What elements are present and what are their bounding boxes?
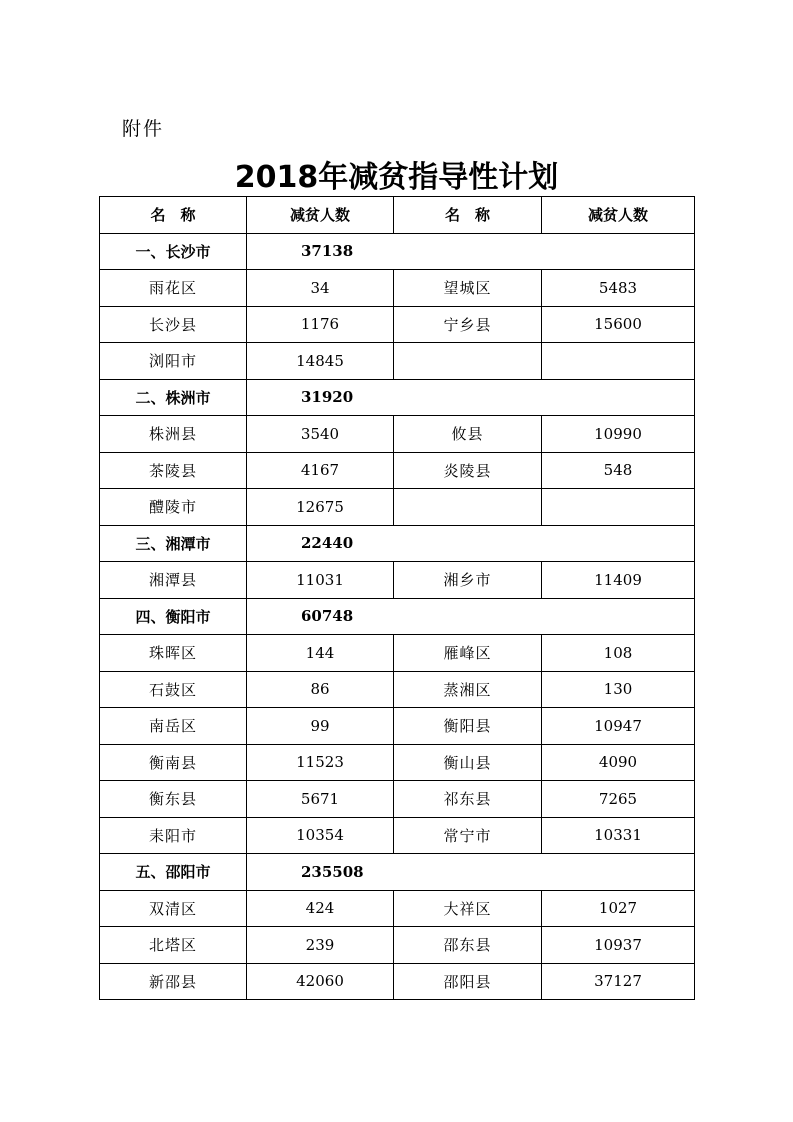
table-row: [100, 343, 695, 380]
county-name: 湘乡市: [394, 562, 542, 599]
county-count: 14845: [247, 343, 394, 380]
county-count: 15600: [542, 306, 695, 343]
table-row: [100, 562, 695, 599]
city-name: 二、株洲市: [100, 379, 247, 416]
city-total: 22440: [247, 525, 695, 562]
county-name: 双清区: [100, 890, 247, 927]
city-total: 37138: [247, 233, 695, 270]
city-total: 235508: [247, 854, 695, 891]
county-name: 新邵县: [100, 963, 247, 1000]
county-name: 炎陵县: [394, 452, 542, 489]
county-count: 5671: [247, 781, 394, 818]
city-row: [100, 854, 695, 891]
county-count: 37127: [542, 963, 695, 1000]
county-count: 11031: [247, 562, 394, 599]
poverty-reduction-table: [99, 196, 695, 1000]
county-name: 雨花区: [100, 270, 247, 307]
county-name: 望城区: [394, 270, 542, 307]
county-name: 常宁市: [394, 817, 542, 854]
county-name: 石鼓区: [100, 671, 247, 708]
county-count: [542, 343, 695, 380]
county-name: 祁东县: [394, 781, 542, 818]
table-row: [100, 708, 695, 745]
table-row: [100, 270, 695, 307]
table-row: [100, 781, 695, 818]
county-count: 3540: [247, 416, 394, 453]
county-count: 130: [542, 671, 695, 708]
county-count: 1176: [247, 306, 394, 343]
county-name: 衡南县: [100, 744, 247, 781]
city-row: [100, 379, 695, 416]
city-name: 三、湘潭市: [100, 525, 247, 562]
header-count-2: 减贫人数: [542, 197, 695, 234]
county-name: 蒸湘区: [394, 671, 542, 708]
county-count: 11523: [247, 744, 394, 781]
page-title: 2018年减贫指导性计划: [234, 160, 559, 195]
header-count-1: 减贫人数: [247, 197, 394, 234]
county-name: 邵阳县: [394, 963, 542, 1000]
county-count: 99: [247, 708, 394, 745]
table-row: [100, 306, 695, 343]
table-row: [100, 416, 695, 453]
county-count: 108: [542, 635, 695, 672]
county-name: 茶陵县: [100, 452, 247, 489]
county-name: 攸县: [394, 416, 542, 453]
county-name: 衡山县: [394, 744, 542, 781]
county-count: 548: [542, 452, 695, 489]
county-name: [394, 489, 542, 526]
table-row: [100, 452, 695, 489]
city-total: 31920: [247, 379, 695, 416]
table-body: [100, 197, 695, 1000]
county-name: 浏阳市: [100, 343, 247, 380]
table-row: [100, 635, 695, 672]
county-count: 12675: [247, 489, 394, 526]
table-row: [100, 963, 695, 1000]
county-count: 11409: [542, 562, 695, 599]
city-row: [100, 598, 695, 635]
table-row: [100, 890, 695, 927]
county-name: 宁乡县: [394, 306, 542, 343]
county-count: 1027: [542, 890, 695, 927]
county-name: 醴陵市: [100, 489, 247, 526]
county-count: 239: [247, 927, 394, 964]
attachment-label: 附件: [122, 118, 165, 140]
county-count: 10937: [542, 927, 695, 964]
county-count: 10947: [542, 708, 695, 745]
county-name: 衡阳县: [394, 708, 542, 745]
county-count: 424: [247, 890, 394, 927]
county-count: 10354: [247, 817, 394, 854]
table-header-row: [100, 197, 695, 234]
county-name: [394, 343, 542, 380]
table-row: [100, 744, 695, 781]
city-name: 四、衡阳市: [100, 598, 247, 635]
header-name-1: 名 称: [100, 197, 247, 234]
header-name-2: 名 称: [394, 197, 542, 234]
county-name: 衡东县: [100, 781, 247, 818]
county-name: 耒阳市: [100, 817, 247, 854]
county-name: 长沙县: [100, 306, 247, 343]
table-row: [100, 817, 695, 854]
county-name: 南岳区: [100, 708, 247, 745]
county-count: 4090: [542, 744, 695, 781]
county-count: 86: [247, 671, 394, 708]
county-count: 5483: [542, 270, 695, 307]
city-name: 五、邵阳市: [100, 854, 247, 891]
county-name: 湘潭县: [100, 562, 247, 599]
county-count: 10331: [542, 817, 695, 854]
county-name: 大祥区: [394, 890, 542, 927]
table-row: [100, 489, 695, 526]
county-count: [542, 489, 695, 526]
county-name: 雁峰区: [394, 635, 542, 672]
county-count: 144: [247, 635, 394, 672]
county-name: 珠晖区: [100, 635, 247, 672]
county-name: 北塔区: [100, 927, 247, 964]
table-row: [100, 927, 695, 964]
city-row: [100, 525, 695, 562]
county-count: 4167: [247, 452, 394, 489]
city-name: 一、长沙市: [100, 233, 247, 270]
county-name: 株洲县: [100, 416, 247, 453]
city-total: 60748: [247, 598, 695, 635]
county-count: 42060: [247, 963, 394, 1000]
county-count: 10990: [542, 416, 695, 453]
county-count: 34: [247, 270, 394, 307]
county-count: 7265: [542, 781, 695, 818]
county-name: 邵东县: [394, 927, 542, 964]
city-row: [100, 233, 695, 270]
table-row: [100, 671, 695, 708]
